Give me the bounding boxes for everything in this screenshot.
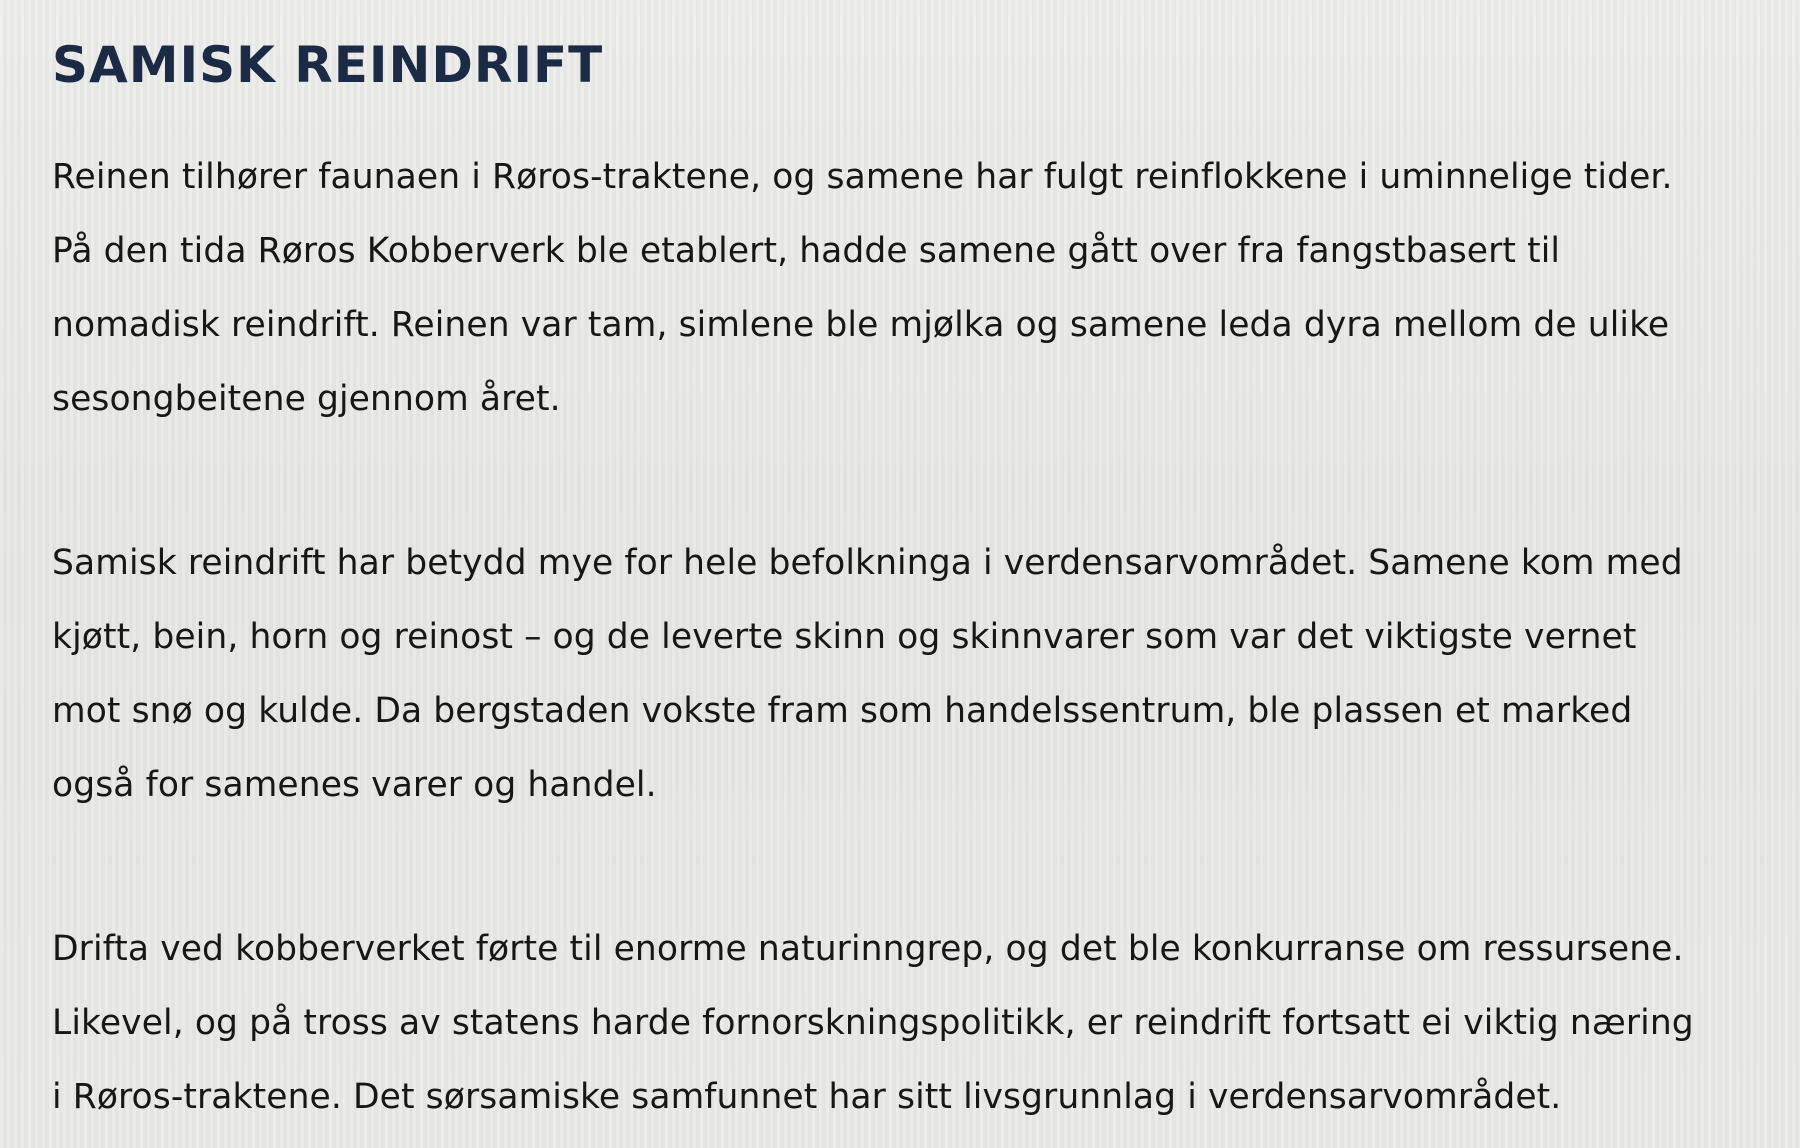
paragraph-line: kjøtt, bein, horn og reinost – og de leverte skinn og skinnvarer som var det viktigste vernet bbox=[52, 617, 1637, 657]
paragraph-line: mot snø og kulde. Da bergstaden vokste fram som handelssentrum, ble plassen et marked bbox=[52, 691, 1633, 731]
paragraph-line: Drifta ved kobberverket førte til enorme naturinngrep, og det ble konkurranse om ressursene. bbox=[52, 929, 1684, 969]
paragraph-1 bbox=[52, 140, 1772, 436]
paragraph-line: i Røros-traktene. Det sørsamiske samfunnet har sitt livsgrunnlag i verdensarvområdet. bbox=[52, 1077, 1562, 1117]
paragraph-line: også for samenes varer og handel. bbox=[52, 765, 657, 805]
paragraph-line: nomadisk reindrift. Reinen var tam, simlene ble mjølka og samene leda dyra mellom de ulike bbox=[52, 305, 1670, 345]
paragraph-line: Samisk reindrift har betydd mye for hele befolkninga i verdensarvområdet. Samene kom med bbox=[52, 543, 1683, 583]
paragraph-line: sesongbeitene gjennom året. bbox=[52, 379, 561, 419]
paragraph-line: På den tida Røros Kobberverk ble etablert, hadde samene gått over fra fangstbasert til bbox=[52, 231, 1561, 271]
paragraph-2 bbox=[52, 526, 1772, 822]
paragraph-3 bbox=[52, 912, 1772, 1134]
paragraph-line: Likevel, og på tross av statens harde fornorskningspolitikk, er reindrift fortsatt ei viktig næring bbox=[52, 1003, 1694, 1043]
paragraph-line: Reinen tilhører faunaen i Røros-traktene, og samene har fulgt reinflokkene i uminnelige tider. bbox=[52, 157, 1673, 197]
page-title: SAMISK REINDRIFT bbox=[52, 36, 604, 94]
